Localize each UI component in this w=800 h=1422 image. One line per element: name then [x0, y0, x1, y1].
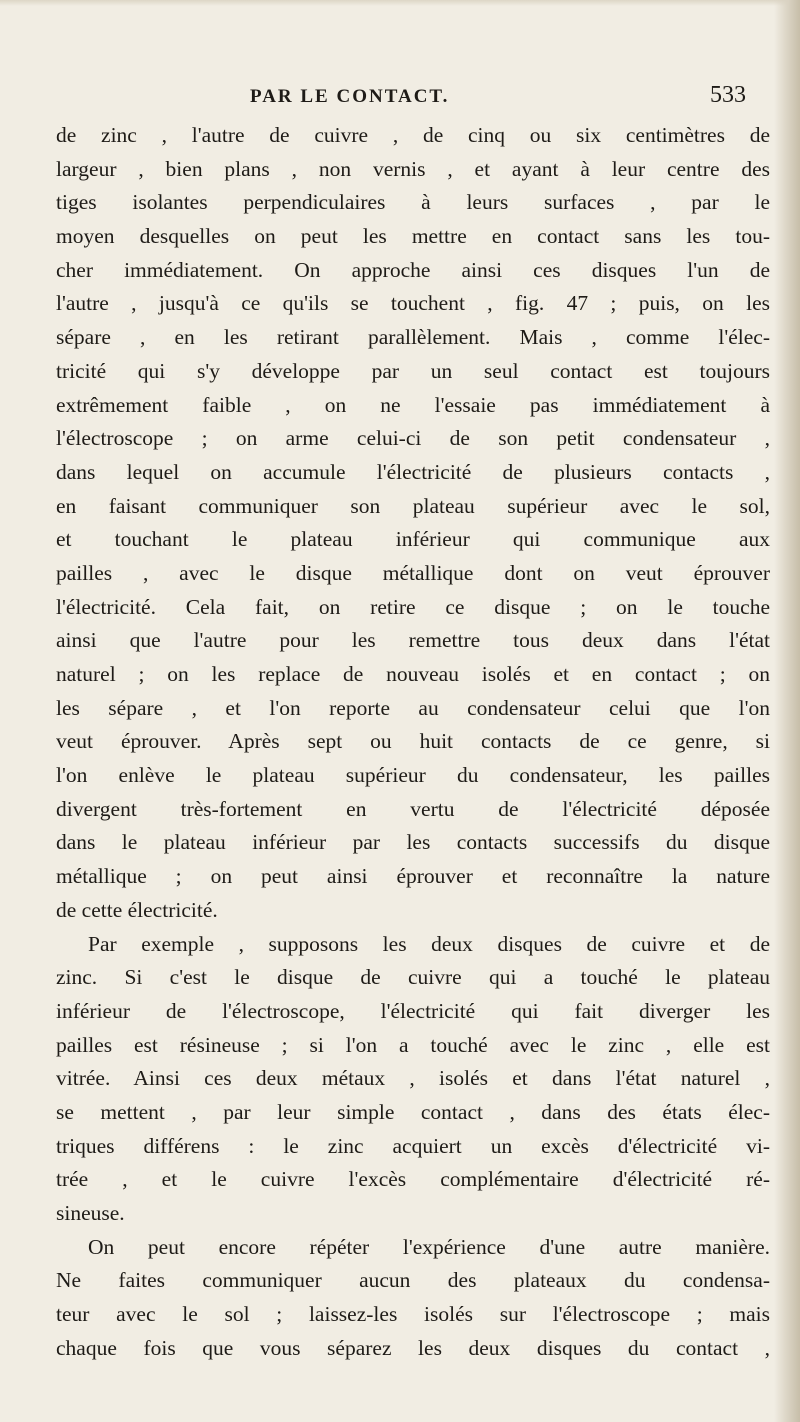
text-line: l'électricité. Cela fait, on retire ce disque ; on le touche	[56, 594, 770, 619]
page-gutter-shadow	[774, 0, 800, 1422]
text-line: sépare , en les retirant parallèlement. Mais , comme l'élec-	[56, 325, 770, 350]
text-line: vitrée. Ainsi ces deux métaux , isolés et dans l'état naturel ,	[56, 1066, 770, 1091]
text-line: pailles , avec le disque métallique dont on veut éprouver	[56, 560, 770, 585]
text-line: métallique ; on peut ainsi éprouver et reconnaître la nature	[56, 864, 770, 889]
text-line: teur avec le sol ; laissez-les isolés sur l'électroscope ; mais	[56, 1302, 770, 1327]
text-line: inférieur de l'électroscope, l'électricité qui fait diverger les	[56, 998, 770, 1023]
text-line: cher immédiatement. On approche ainsi ces disques l'un de	[56, 257, 770, 282]
text-line: de cette électricité.	[56, 897, 218, 922]
text-line: se mettent , par leur simple contact , dans des états élec-	[56, 1099, 770, 1124]
text-line: Ne faites communiquer aucun des plateaux du condensa-	[56, 1268, 770, 1293]
text-line: triques différens : le zinc acquiert un excès d'électricité vi-	[56, 1133, 770, 1158]
text-line: divergent très-fortement en vertu de l'électricité déposée	[56, 796, 770, 821]
text-line: chaque fois que vous séparez les deux disques du contact ,	[56, 1335, 770, 1360]
text-line: tiges isolantes perpendiculaires à leurs surfaces , par le	[56, 190, 770, 215]
text-line: les sépare , et l'on reporte au condensateur celui que l'on	[56, 695, 770, 720]
text-line: extrêmement faible , on ne l'essaie pas immédiatement à	[56, 392, 770, 417]
text-line: On peut encore répéter l'expérience d'une autre manière.	[88, 1234, 770, 1259]
text-line: de zinc , l'autre de cuivre , de cinq ou six centimètres de	[56, 123, 770, 147]
text-line: dans lequel on accumule l'électricité de plusieurs contacts ,	[56, 459, 770, 484]
text-line: Par exemple , supposons les deux disques de cuivre et de	[88, 931, 770, 956]
page-header	[0, 80, 800, 114]
text-line: naturel ; on les replace de nouveau isolés et en contact ; on	[56, 662, 770, 686]
text-line: l'on enlève le plateau supérieur du condensateur, les pailles	[56, 763, 770, 788]
page-number: 533	[710, 82, 746, 108]
text-line: moyen desquelles on peut les mettre en contact sans les tou-	[56, 224, 770, 249]
text-line: largeur , bien plans , non vernis , et ayant à leur centre des	[56, 156, 770, 181]
page-top-edge	[0, 0, 800, 6]
text-line: l'autre , jusqu'à ce qu'ils se touchent , fig. 47 ; puis, on les	[56, 291, 770, 316]
text-line: zinc. Si c'est le disque de cuivre qui a touché le plateau	[56, 965, 770, 990]
text-line: sineuse.	[56, 1201, 125, 1225]
text-line: l'électroscope ; on arme celui-ci de son petit condensateur ,	[56, 426, 770, 451]
text-line: veut éprouver. Après sept ou huit contacts de ce genre, si	[56, 729, 770, 754]
text-line: ainsi que l'autre pour les remettre tous deux dans l'état	[56, 628, 770, 653]
text-line: trée , et le cuivre l'excès complémentaire d'électricité ré-	[56, 1167, 770, 1192]
text-line: dans le plateau inférieur par les contacts successifs du disque	[56, 830, 770, 855]
text-line: et touchant le plateau inférieur qui communique aux	[56, 527, 770, 552]
text-line: tricité qui s'y développe par un seul contact est toujours	[56, 358, 770, 383]
text-line: pailles est résineuse ; si l'on a touché avec le zinc , elle est	[56, 1032, 770, 1057]
body-text	[56, 119, 770, 1365]
running-title: PAR LE CONTACT.	[250, 86, 450, 107]
text-line: en faisant communiquer son plateau supérieur avec le sol,	[56, 493, 770, 518]
